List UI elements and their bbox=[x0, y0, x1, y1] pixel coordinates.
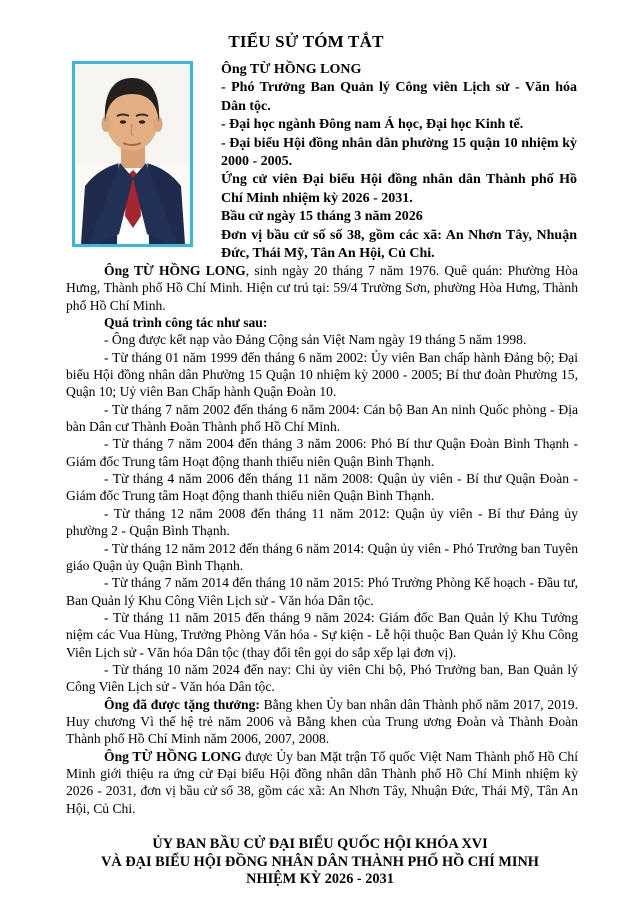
career-item: - Từ tháng 10 năm 2024 đến nay: Chi ủy viên Chi bộ, Phó Trưởng ban, Ban Quản lý Công Viên Lịch sử - Văn hóa Dân tộc. bbox=[66, 661, 578, 695]
awards-heading-bold: Ông đã được tặng thưởng: bbox=[104, 696, 260, 712]
career-item: - Ông được kết nạp vào Đảng Cộng sản Việt Nam ngày 19 tháng 5 năm 1998. bbox=[104, 332, 527, 348]
nomination-paragraph bbox=[66, 748, 578, 817]
summary-line: Đơn vị bầu cử số số 38, gồm các xã: An Nhơn Tây, Nhuận Đức, Thái Mỹ, Tân An Hội, Củ Chi. bbox=[221, 227, 577, 262]
awards-paragraph bbox=[66, 696, 578, 748]
career-heading: Quá trình công tác như sau: bbox=[104, 315, 268, 331]
intro-text: , sinh ngày 20 tháng 7 năm 1976. Quê quán: Phường Hòa Hưng, Thành phố Hồ Chí Minh. Hiện cư trú tại: 59/4 Trường Sơn, phường Hòa Hưng, Thành phố Hồ Chí Minh. bbox=[66, 263, 579, 313]
career-item: - Từ tháng 7 năm 2014 đến tháng 10 năm 2015: Phó Trưởng Phòng Kế hoạch - Đầu tư, Ban Quản lý Khu Công Viên Lịch sử - Văn hóa Dân tộc. bbox=[66, 575, 578, 608]
summary-line: - Đại biểu Hội đồng nhân dân phường 15 quận 10 nhiệm kỳ 2000 - 2005. bbox=[221, 135, 577, 170]
intro-paragraph bbox=[66, 262, 578, 314]
career-item: - Từ tháng 7 năm 2002 đến tháng 6 năm 2004: Cán bộ Ban An ninh Quốc phòng - Địa bàn Dân cư Thành Đoàn Thành phố Hồ Chí Minh. bbox=[66, 401, 578, 435]
nomination-name-bold: Ông TỪ HỒNG LONG bbox=[104, 748, 242, 764]
career-item: - Từ tháng 12 năm 2012 đến tháng 6 năm 2014: Quận ủy viên - Phó Trưởng ban Tuyên giáo Quận ủy Quận Bình Thạnh. bbox=[66, 540, 578, 573]
candidate-summary bbox=[221, 61, 577, 263]
candidate-name: Ông TỪ HỒNG LONG bbox=[221, 62, 362, 77]
summary-line: Bầu cử ngày 15 tháng 3 năm 2026 bbox=[221, 209, 423, 225]
summary-line: - Phó Trưởng Ban Quản lý Công viên Lịch sử - Văn hóa Dân tộc. bbox=[221, 80, 577, 114]
election-committee-footer bbox=[0, 836, 640, 889]
career-item: - Từ tháng 12 năm 2008 đến tháng 11 năm 2012: Quận ủy viên - Bí thư Đảng ủy phường 2 - Quận Bình Thạnh. bbox=[66, 505, 578, 539]
summary-line: Ứng cử viên Đại biểu Hội đồng nhân dân Thành phố Hồ Chí Minh nhiệm kỳ 2026 - 2031. bbox=[221, 172, 577, 206]
candidate-photo bbox=[75, 64, 190, 244]
document-title: TIỂU SỬ TÓM TẮT bbox=[228, 32, 384, 51]
career-item: - Từ tháng 7 năm 2004 đến tháng 3 năm 2006: Phó Bí thư Quận Đoàn Bình Thạnh - Giám đốc Trung tâm Hoạt động thanh thiếu niên Quận Bình Thạnh. bbox=[66, 436, 578, 469]
candidate-header-section bbox=[0, 61, 640, 263]
footer-line-2: VÀ ĐẠI BIỂU HỘI ĐỒNG NHÂN DÂN THÀNH PHỐ HỒ CHÍ MINH bbox=[101, 853, 539, 870]
summary-line: - Đại học ngành Đông nam Á học, Đại học Kinh tế. bbox=[221, 117, 524, 133]
intro-name-bold: Ông TỪ HỒNG LONG bbox=[104, 263, 246, 278]
awards-text: Bằng khen Ủy ban nhân dân Thành phố năm 2017, 2019. Huy chương Vì thế hệ trẻ năm 2006 và Bằng khen của Trung ương Đoàn và Thành Đoàn Thành phố Hồ Chí Minh năm 2006, 2007, 2008. bbox=[66, 696, 578, 747]
footer-line-3: NHIỆM KỲ 2026 - 2031 bbox=[246, 871, 394, 888]
career-item: - Từ tháng 11 năm 2015 đến tháng 9 năm 2024: Giám đốc Ban Quản lý Khu Tưởng niệm các Vua Hùng, Trưởng Phòng Văn hóa - Sự kiện - Lễ hội thuộc Ban Quản lý Khu Công Viên Lịch sử - Văn hóa Dân tộc (thay đổi tên gọi do sắp xếp lại đơn vị). bbox=[66, 609, 578, 660]
biography-body bbox=[66, 262, 578, 817]
candidate-summary-lines bbox=[221, 79, 577, 263]
candidate-photo-frame bbox=[72, 61, 193, 247]
footer-line-1: ỦY BAN BẦU CỬ ĐẠI BIỂU QUỐC HỘI KHÓA XVI bbox=[152, 836, 488, 852]
nomination-text: được Ủy ban Mặt trận Tổ quốc Việt Nam Thành phố Hồ Chí Minh giới thiệu ra ứng cử Đại biểu Hội đồng nhân dân Thành phố Hồ Chí Minh nhiệm kỳ 2026 - 2031, đơn vị bầu cử số 38, gồm các xã: An Nhơn Tây, Nhuận Đức, Thái Mỹ, Tân An Hội, Củ Chi. bbox=[66, 748, 578, 816]
career-item: - Từ tháng 4 năm 2006 đến tháng 11 năm 2008: Quận ủy viên - Bí thư Quận Đoàn - Giám đốc Trung tâm Hoạt động thanh thiếu niên Quận Bình Thạnh. bbox=[66, 471, 578, 504]
career-item: - Từ tháng 01 năm 1999 đến tháng 6 năm 2002: Ủy viên Ban chấp hành Đảng bộ; Đại biểu Hội đồng nhân dân Phường 15 Quận 10 nhiệm kỳ 2000 - 2005; Bí thư đoàn Phường 15, Quận 10; Uỷ viên Ban Chấp hành Quận Đoàn 10. bbox=[66, 349, 578, 400]
career-list bbox=[66, 331, 578, 695]
